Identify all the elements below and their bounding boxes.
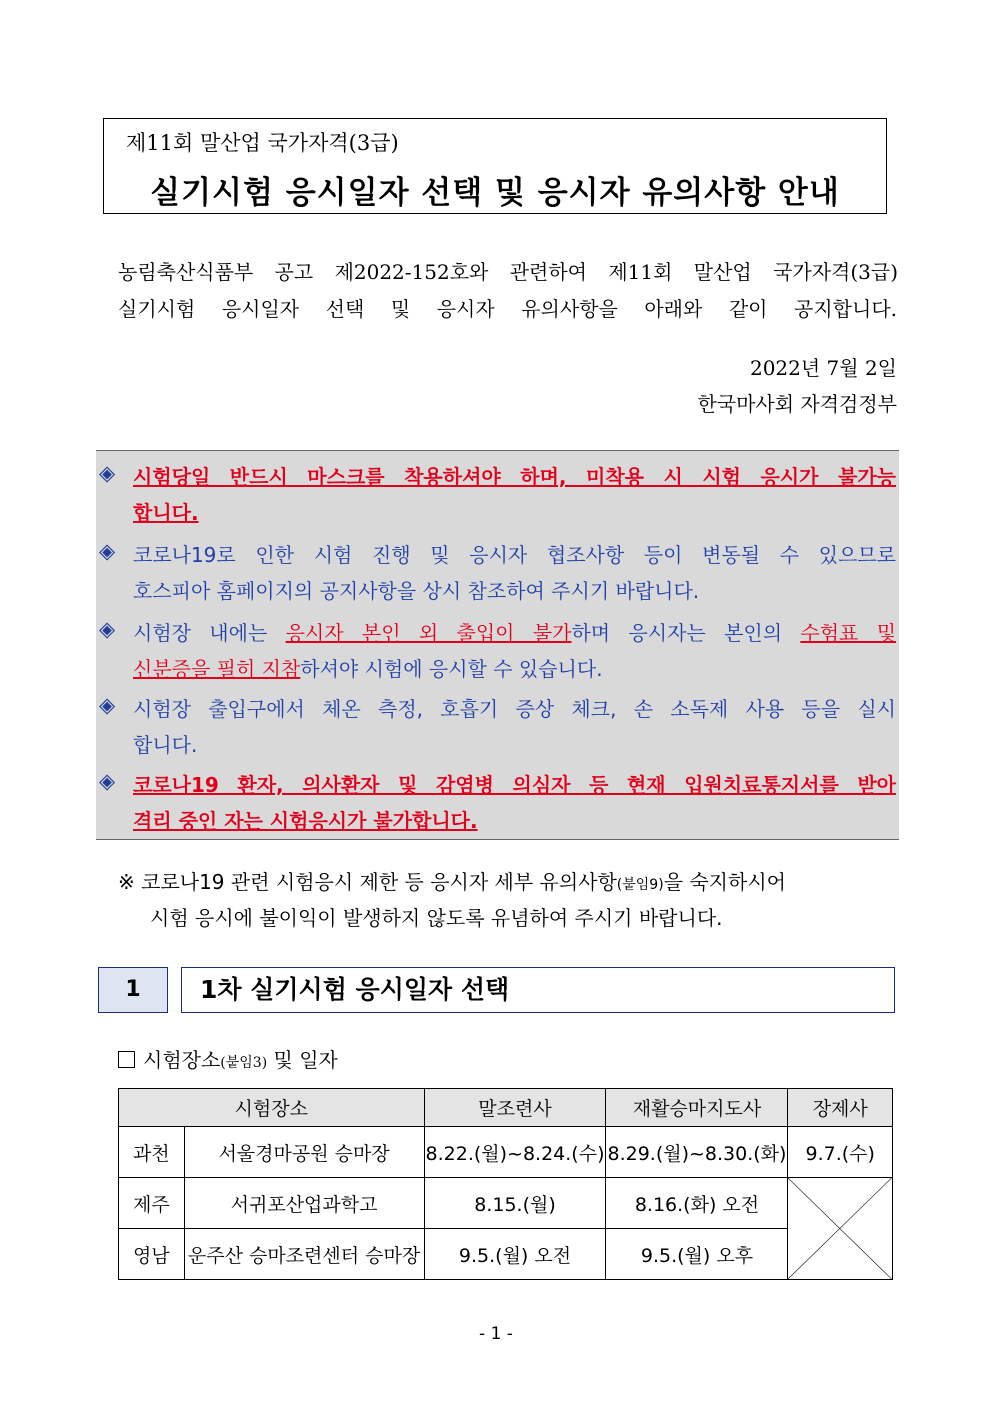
diamond-bullet-icon: ◈ <box>99 769 116 793</box>
date-cell: 9.7.(수) <box>788 1127 893 1178</box>
venue-cell: 운주산 승마조련센터 승마장 <box>184 1229 424 1280</box>
region-cell: 제주 <box>119 1178 185 1229</box>
page-number: - 1 - <box>479 1324 513 1344</box>
intro-line-1: 농림축산식품부 공고 제2022-152호와 관련하여 제11회 말산업 국가자격(3급) <box>118 260 898 284</box>
notice-mask-line1: 시험당일 반드시 마스크를 착용하셔야 하며, 미착용 시 시험 응시가 불가능 <box>133 465 896 489</box>
notice-entry-highlight-2: 수험표 및 <box>800 621 897 645</box>
checkbox-square-icon <box>118 1051 135 1068</box>
notice-entry-highlight-1: 응시자 본인 외 출입이 불가 <box>285 621 572 645</box>
header-venue: 시험장소 <box>119 1089 425 1127</box>
remark-text-c: 을 숙지하시어 <box>663 870 786 894</box>
title-box <box>103 118 887 214</box>
table-row <box>119 1229 893 1280</box>
date-cell: 8.15.(월) <box>424 1178 606 1229</box>
notice-quarantine-line2: 격리 중인 자는 시험응시가 불가합니다. <box>133 809 478 833</box>
notice-covid-term: 코로나19 <box>133 543 217 567</box>
title-subtitle: 제11회 말산업 국가자격(3급) <box>126 131 399 155</box>
notice-health-line1: 시험장 출입구에서 체온 측정, 호흡기 증상 체크, 손 소독제 사용 등을 실시 <box>133 697 896 721</box>
remark-attachment-ref: (붙임9) <box>616 877 664 893</box>
subsection-heading <box>118 1044 338 1073</box>
notice-mask-line2: 합니다. <box>133 501 199 525</box>
header-rehab-instructor: 재활승마지도사 <box>606 1089 788 1127</box>
remark-line2: 시험 응시에 불이익이 발생하지 않도록 유념하여 주시기 바랍니다. <box>150 906 723 930</box>
notice-entry-text-a: 시험장 내에는 <box>133 621 286 645</box>
notice-entry-line2 <box>133 653 603 682</box>
notice-entry-highlight-3: 신분증을 필히 지참 <box>133 657 301 681</box>
intro-line-2: 실기시험 응시일자 선택 및 응시자 유의사항을 아래와 같이 공지합니다. <box>118 297 897 321</box>
notice-covid-line1 <box>133 539 896 568</box>
section-title: 1차 실기시험 응시일자 선택 <box>181 967 895 1013</box>
notice-covid-text: 로 인한 시험 진행 및 응시자 협조사항 등이 변동될 수 있으므로 <box>216 543 896 567</box>
remark-text-a: 코로나19 관련 시험응시 제한 등 응시자 세부 유의사항 <box>141 870 617 894</box>
date-cell: 8.29.(월)~8.30.(화) <box>606 1127 788 1178</box>
table-header-row <box>119 1089 893 1127</box>
header-farrier: 장제사 <box>788 1089 893 1127</box>
page-title: 실기시험 응시일자 선택 및 응시자 유의사항 안내 <box>150 175 840 211</box>
section-number: 1 <box>98 967 168 1013</box>
organization-name: 한국마사회 자격검정부 <box>697 392 897 416</box>
date-cell: 9.5.(월) 오전 <box>424 1229 606 1280</box>
notice-entry-text-c: 하며 응시자는 본인의 <box>571 621 801 645</box>
notice-entry-text-f: 하셔야 시험에 응시할 수 있습니다. <box>300 657 603 681</box>
subsection-text-c: 및 일자 <box>267 1048 338 1072</box>
date-cell: 8.22.(월)~8.24.(수) <box>424 1127 606 1178</box>
reference-mark-icon: ※ <box>118 870 135 894</box>
venue-cell: 서귀포산업과학고 <box>184 1178 424 1229</box>
date-cell: 9.5.(월) 오후 <box>606 1229 788 1280</box>
notice-entry-line1 <box>133 617 896 646</box>
table-row <box>119 1127 893 1178</box>
notice-quarantine-line1: 코로나19 환자, 의사환자 및 감염병 의심자 등 현재 입원치료통지서를 받아 <box>133 773 896 797</box>
notice-covid-line2: 호스피아 홈페이지의 공지사항을 상시 참조하여 주시기 바랍니다. <box>133 579 700 603</box>
not-applicable-cell <box>788 1178 893 1280</box>
subsection-text-a: 시험장소 <box>143 1048 221 1072</box>
remark-line1 <box>118 866 786 895</box>
diamond-bullet-icon: ◈ <box>99 461 116 485</box>
exam-schedule-table <box>118 1088 893 1280</box>
table-row <box>119 1178 893 1229</box>
venue-cell: 서울경마공원 승마장 <box>184 1127 424 1178</box>
diamond-bullet-icon: ◈ <box>99 539 116 563</box>
date-cell: 8.16.(화) 오전 <box>606 1178 788 1229</box>
announcement-date: 2022년 7월 2일 <box>749 356 897 380</box>
notice-health-line2: 합니다. <box>133 733 198 757</box>
header-horse-trainer: 말조련사 <box>424 1089 606 1127</box>
diamond-bullet-icon: ◈ <box>99 693 116 717</box>
notice-box <box>96 450 899 840</box>
cross-out-icon <box>788 1178 892 1279</box>
region-cell: 영남 <box>119 1229 185 1280</box>
diamond-bullet-icon: ◈ <box>99 617 116 641</box>
subsection-attachment-ref: (붙임3) <box>220 1055 268 1071</box>
region-cell: 과천 <box>119 1127 185 1178</box>
